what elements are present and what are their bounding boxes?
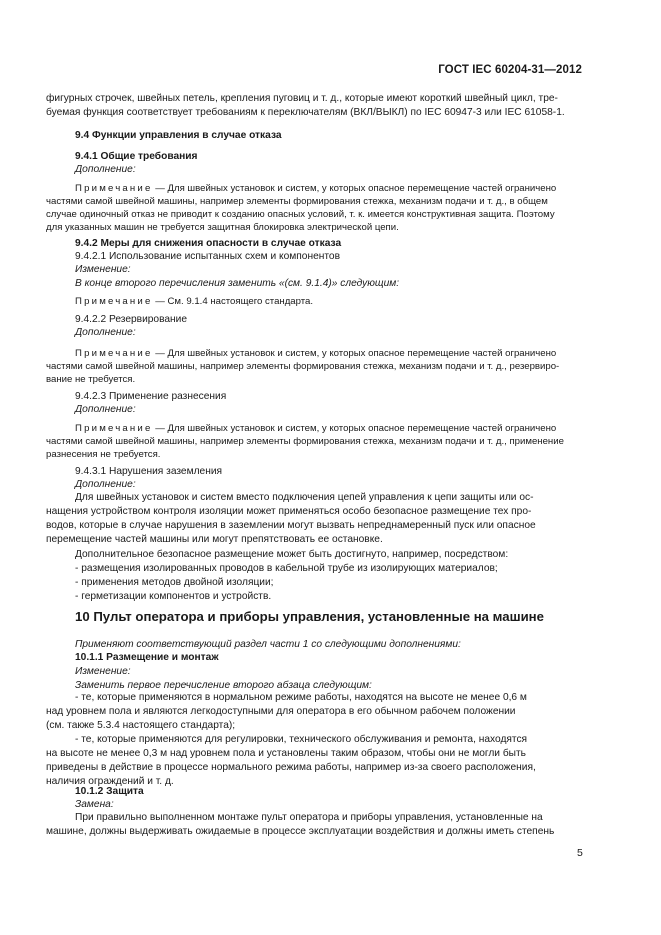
note-text: Для швейных установок и систем, у которых опасное перемещение частей ограничено [167,348,557,359]
note-label: Примечание [75,348,153,359]
note-line: частями самой швейной машины, например элементы формирования стежка, механизм подачи и т. д., в общем [46,196,548,207]
heading-9-4-3-1: 9.4.3.1 Нарушения заземления [75,466,223,477]
note-line: случае одиночный отказ не приводит к созданию опасных условий, т. к. имеется конструктивная защита. Поэтому [46,209,555,220]
note-text: См. 9.1.4 настоящего стандарта. [167,296,314,307]
note-text: Для швейных установок и систем, у которых опасное перемещение частей ограничено [167,423,557,434]
body-line: нащения устройством контроля изоляции может применяться особо безопасное размещение тех про- [46,506,532,517]
body-line: При правильно выполненном монтаже пульт оператора и приборы управления, установленные на [75,812,543,823]
note-line: разнесения не требуется. [46,449,161,460]
list-item-line: на высоте не менее 0,3 м над уровнем пола и установлены таким образом, чтобы они не могли быть [46,748,526,759]
list-item: - применения методов двойной изоляции; [75,577,274,588]
note-first-line [75,422,586,435]
note-first-line [75,347,586,360]
heading-10-1-1: 10.1.1 Размещение и монтаж [75,652,219,663]
intro-line-2: буемая функция соответствует требованиям к переключателям (ВКЛ/ВЫКЛ) по IEC 60947-3 или IEC 61058-1. [46,107,565,118]
amendment-label: Дополнение: [75,327,136,338]
heading-section-10: 10 Пульт оператора и приборы управления, установленные на машине [75,609,544,624]
heading-9-4-2-2: 9.4.2.2 Резервирование [75,314,188,325]
note-dash: — [155,183,165,194]
list-item-line: - те, которые применяются для регулировки, технического обслуживания и ремонта, находятся [75,734,528,745]
note-text: Для швейных установок и систем, у которых опасное перемещение частей ограничено [167,183,557,194]
note-line: частями самой швейной машины, например элементы формирования стежка, механизм подачи и т. д., резервиро- [46,361,560,372]
note-line: частями самой швейной машины, например элементы формирования стежка, механизм подачи и т. д., применение [46,436,564,447]
note-dash: — [155,423,165,434]
note-label: Примечание [75,423,153,434]
apply-statement: Применяют соответствующий раздел части 1 со следующими дополнениями: [75,639,461,650]
list-item-line: - те, которые применяются в нормальном режиме работы, находятся на высоте не менее 0,6 м [75,692,527,703]
list-item-line: наличия ограждений и т. д. [46,776,174,787]
note-dash: — [155,348,165,359]
standard-designation: ГОСТ IEC 60204-31—2012 [438,64,582,76]
intro-line-1: фигурных строчек, швейных петель, крепления пуговиц и т. д., которые имеют короткий швейный цикл, тре- [46,93,558,104]
note-dash: — [155,296,165,307]
body-line: Дополнительное безопасное размещение может быть достигнуто, например, посредством: [75,549,509,560]
page-number: 5 [577,847,583,859]
heading-9-4-1: 9.4.1 Общие требования [75,151,198,162]
body-line: машине, должны выдерживать ожидаемые в процессе эксплуатации воздействия и должны иметь степень [46,826,555,837]
body-line: Для швейных установок и систем вместо подключения цепей управления к цепи защиты или ос- [75,492,534,503]
amendment-label: Дополнение: [75,164,136,175]
heading-9-4-2-3: 9.4.2.3 Применение разнесения [75,391,227,402]
note-label: Примечание [75,183,153,194]
note-line: вание не требуется. [46,374,136,385]
list-item: - размещения изолированных проводов в кабельной трубе из изолирующих материалов; [75,563,498,574]
body-line: перемещение частей машины или могут препятствовать ее остановке. [46,534,383,545]
list-item: - герметизации компонентов и устройств. [75,591,272,602]
heading-9-4-2: 9.4.2 Меры для снижения опасности в случае отказа [75,238,342,249]
note-first-line [75,295,586,308]
amendment-label: Изменение: [75,666,131,677]
list-item-line: приведены в действие в процессе нормального режима работы, например из-за своего расположения, [46,762,536,773]
note-line: для указанных машин не требуется защитная блокировка электрической цепи. [46,222,399,233]
note-label: Примечание [75,296,153,307]
heading-10-1-2: 10.1.2 Защита [75,786,144,797]
amendment-label: Дополнение: [75,404,136,415]
amendment-label: Замена: [75,799,114,810]
body-line: водов, которые в случае нарушения в заземлении могут вызвать непреднамеренный пуск или опасное [46,520,536,531]
amendment-label: Дополнение: [75,479,136,490]
list-item-line: (см. также 5.3.4 настоящего стандарта); [46,720,236,731]
note-first-line [75,182,586,195]
list-item-line: над уровнем пола и являются легкодоступными для оператора в его обычном рабочем положении [46,706,516,717]
heading-9-4: 9.4 Функции управления в случае отказа [75,130,282,141]
amendment-instruction: В конце второго перечисления заменить «(см. 9.1.4)» следующим: [75,278,400,289]
heading-9-4-2-1: 9.4.2.1 Использование испытанных схем и компонентов [75,251,341,262]
amendment-instruction: Заменить первое перечисление второго абзаца следующим: [75,680,372,691]
amendment-label: Изменение: [75,264,131,275]
